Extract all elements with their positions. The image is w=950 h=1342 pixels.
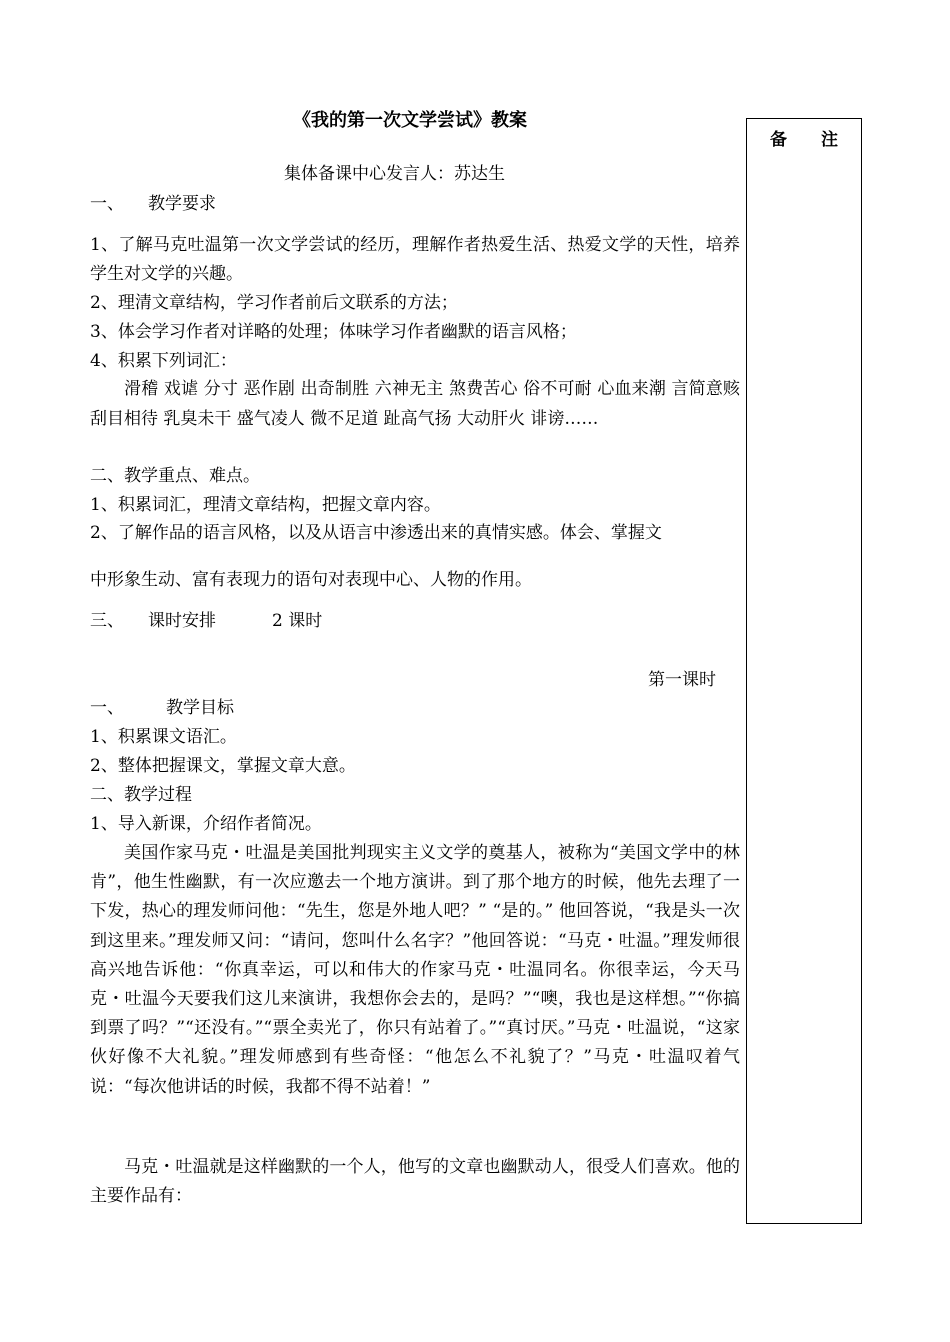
section3-title: 课时安排 xyxy=(148,611,216,631)
vocabulary-list: 滑稽 戏谑 分寸 恶作剧 出奇制胜 六神无主 煞费苦心 俗不可耐 心血来潮 言简意赅 刮目相待 乳臭未干 盛气凌人 微不足道 趾高气扬 大动肝火 诽谤…… xyxy=(90,379,740,429)
lesson-heading: 第一课时 xyxy=(648,670,716,690)
intro-paragraph: 美国作家马克・吐温是美国批判现实主义文学的奠基人，被称为“美国文学中的林肯”，他生性幽默，有一次应邀去一个地方演讲。到了那个地方的时候，他先去理了一下发，热心的理发师问他：“先生，您是外地人吧？” “是的。” 他回答说，“我是头一次到这里来。”理发师又问：“请问，您叫什么名字？”他回答说：“马克・吐温。”理发师很高兴地告诉他：“你真幸运，可以和伟大的作家马克・吐温同名。你很幸运，今天马克・吐温今天要我们这儿来演讲，我想你会去的，是吗？”“噢，我也是这样想。”“你搞到票了吗？”“还没有。”“票全卖光了，你只有站着了。”“真讨厌。”马克・吐温说，“这家伙好像不大礼貌。”理发师感到有些奇怪：“他怎么不礼貌了？”马克・吐温叹着气说：“每次他讲话的时候，我都不得不站着！” xyxy=(90,843,740,1097)
section3-number: 三、 xyxy=(90,611,124,631)
requirement-4: 4、积累下列词汇： xyxy=(90,351,237,371)
section2-heading: 二、教学重点、难点。 xyxy=(90,466,260,486)
section1-title: 教学要求 xyxy=(148,194,216,214)
step-1: 1、导入新课，介绍作者简况。 xyxy=(90,814,322,834)
goal-2: 2、整体把握课文，掌握文章大意。 xyxy=(90,756,356,776)
requirement-3: 3、体会学习作者对详略的处理；体味学习作者幽默的语言风格； xyxy=(90,322,577,342)
requirement-2: 2、理清文章结构，学习作者前后文联系的方法； xyxy=(90,293,458,313)
requirement-1: 1、了解马克吐温第一次文学尝试的经历，理解作者热爱生活、热爱文学的天性，培养学生对文学的兴趣。 xyxy=(90,235,740,284)
section1-number: 一、 xyxy=(90,194,124,214)
goals-number: 一、 xyxy=(90,698,124,718)
notes-label: 备 注 xyxy=(770,130,852,150)
process-heading: 二、教学过程 xyxy=(90,785,192,805)
speaker-line: 集体备课中心发言人：苏达生 xyxy=(284,164,505,184)
goal-1: 1、积累课文语汇。 xyxy=(90,727,237,747)
page-title: 《我的第一次文学尝试》教案 xyxy=(293,110,527,131)
works-paragraph: 马克・吐温就是这样幽默的一个人，他写的文章也幽默动人，很受人们喜欢。他的主要作品有： xyxy=(90,1157,740,1206)
class-hours: 2 课时 xyxy=(272,611,323,631)
section3-heading xyxy=(90,607,322,636)
focus-item-1: 1、积累词汇，理清文章结构，把握文章内容。 xyxy=(90,495,441,515)
goals-title: 教学目标 xyxy=(166,698,234,718)
focus-item-2-continued: 中形象生动、富有表现力的语句对表现中心、人物的作用。 xyxy=(90,570,532,590)
goals-heading xyxy=(90,694,234,723)
section1-heading xyxy=(90,190,216,219)
focus-item-2: 2、了解作品的语言风格，以及从语言中渗透出来的真情实感。体会、掌握文 xyxy=(90,523,662,543)
notes-column xyxy=(746,118,862,1224)
